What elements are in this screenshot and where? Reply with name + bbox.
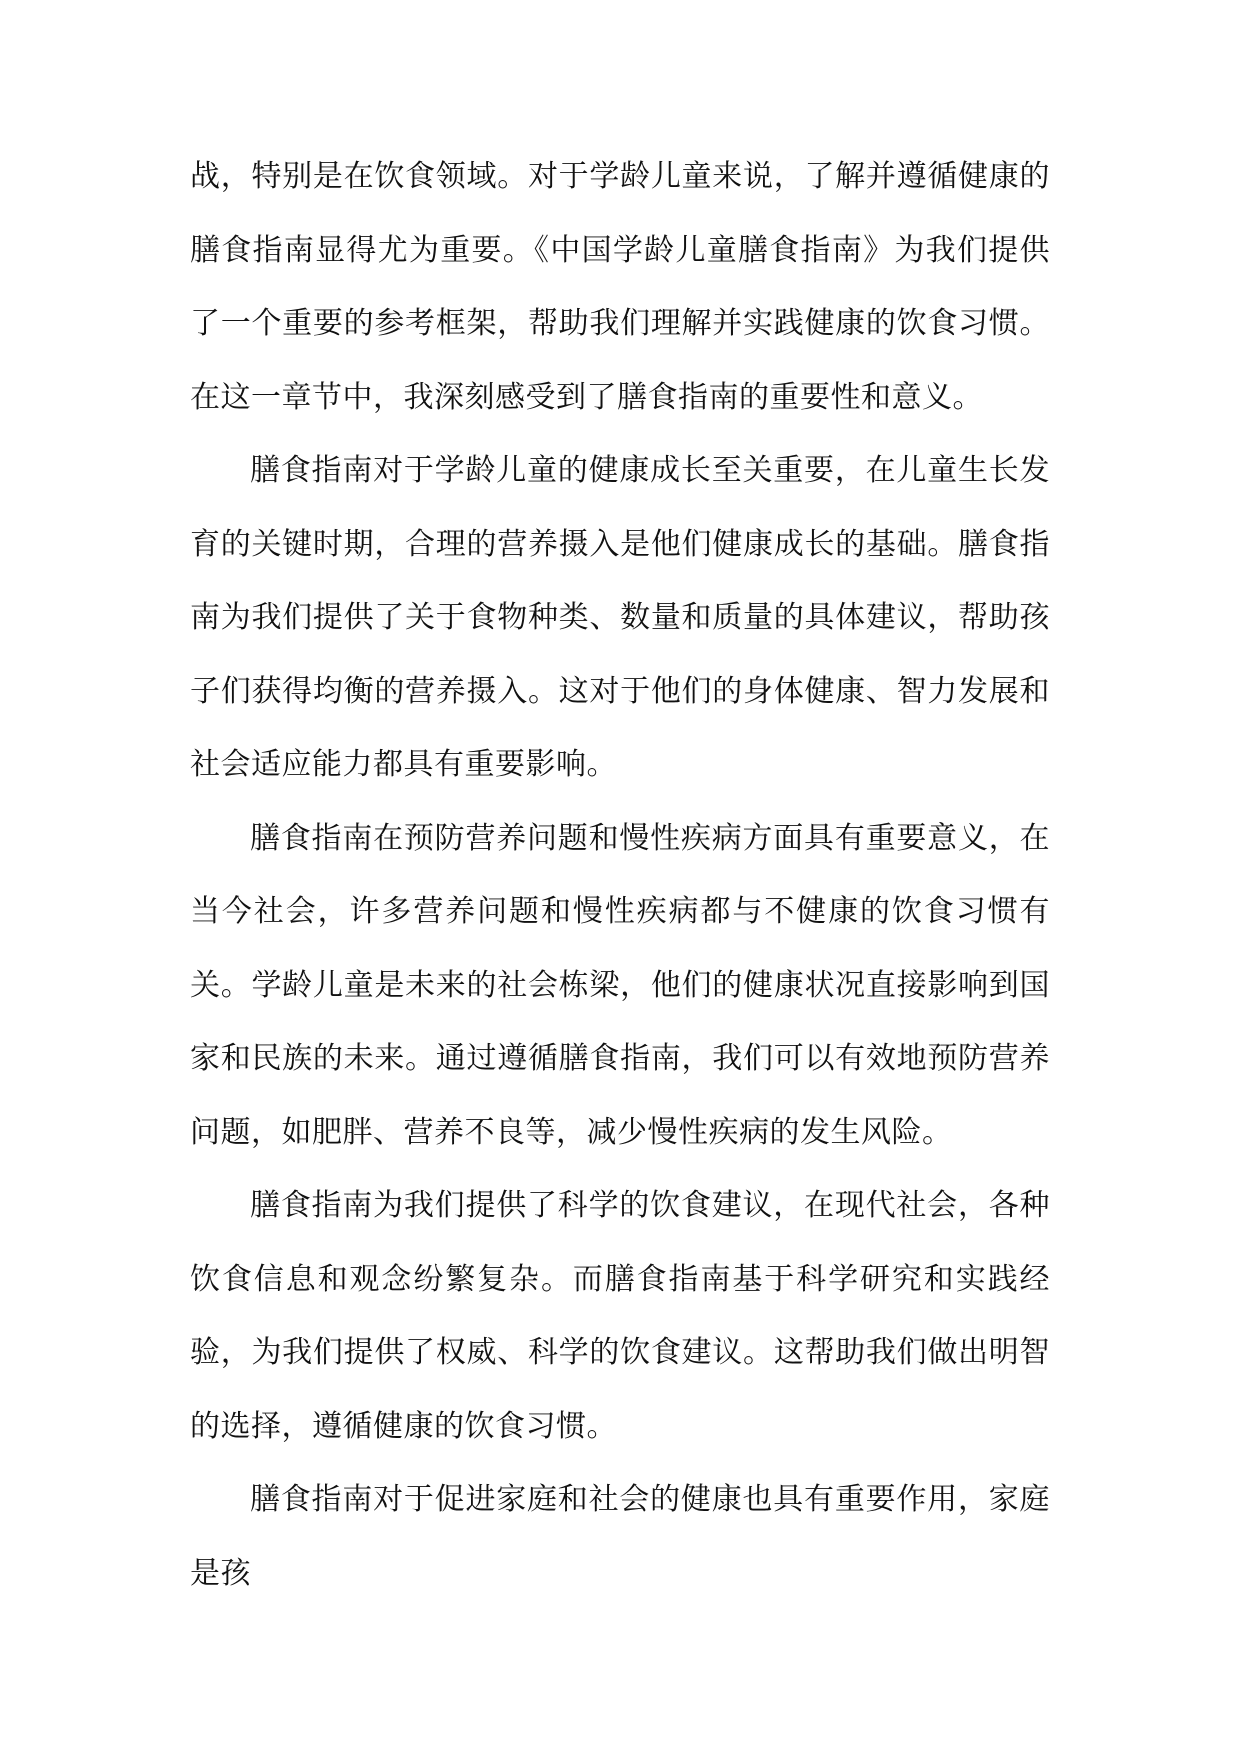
paragraph-growth-importance: 膳食指南对于学龄儿童的健康成长至关重要，在儿童生长发育的关键时期，合理的营养摄入是他们健康成长的基础。膳食指南为我们提供了关于食物种类、数量和质量的具体建议，帮助孩子们获得均衡的营养摄入。这对于他们的身体健康、智力发展和社会适应能力都具有重要影响。 [190,453,1050,782]
paragraph-scientific-advice: 膳食指南为我们提供了科学的饮食建议，在现代社会，各种饮食信息和观念纷繁复杂。而膳食指南基于科学研究和实践经验，为我们提供了权威、科学的饮食建议。这帮助我们做出明智的选择，遵循健康的饮食习惯。 [190,1188,1050,1444]
paragraph-intro-continuation: 战，特别是在饮食领域。对于学龄儿童来说，了解并遵循健康的膳食指南显得尤为重要。《中国学龄儿童膳食指南》为我们提供了一个重要的参考框架，帮助我们理解并实践健康的饮食习惯。在这一章节中，我深刻感受到了膳食指南的重要性和意义。 [190,159,1050,415]
paragraph-disease-prevention: 膳食指南在预防营养问题和慢性疾病方面具有重要意义，在当今社会，许多营养问题和慢性疾病都与不健康的饮食习惯有关。学龄儿童是未来的社会栋梁，他们的健康状况直接影响到国家和民族的未来。通过遵循膳食指南，我们可以有效地预防营养问题，如肥胖、营养不良等，减少慢性疾病的发生风险。 [190,820,1050,1150]
body-text [190,140,1050,1610]
paragraph-family-society: 膳食指南对于促进家庭和社会的健康也具有重要作用，家庭是孩 [190,1482,1050,1591]
